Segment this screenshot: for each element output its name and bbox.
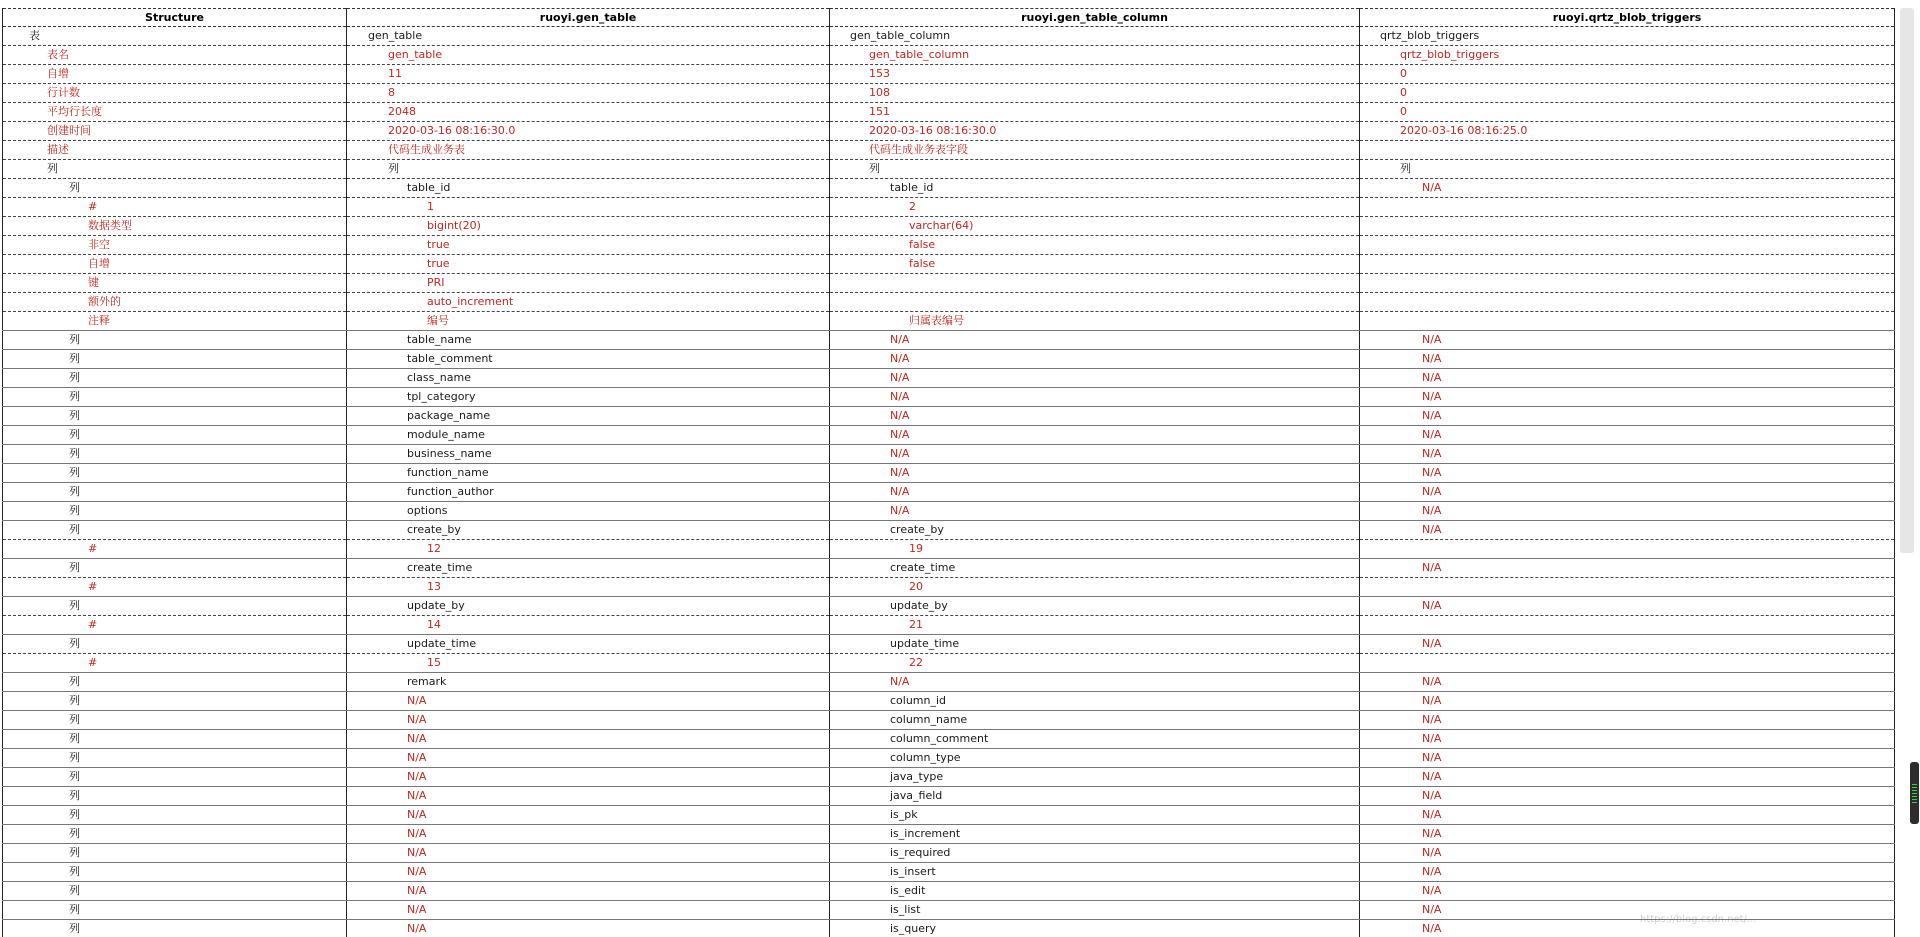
structure-label-cell: 列 <box>3 863 347 882</box>
structure-label-cell: 列 <box>3 388 347 407</box>
gen-table-cell: update_time <box>347 635 830 654</box>
structure-label-cell: 列 <box>3 825 347 844</box>
gen-table-column-cell: N/A <box>830 388 1360 407</box>
gen-table-cell: create_by <box>347 521 830 540</box>
table-row <box>3 502 1895 521</box>
gen-table-column-cell <box>830 274 1360 293</box>
gen-table-column-cell: N/A <box>830 464 1360 483</box>
gen-table-column-cell: 108 <box>830 84 1360 103</box>
gen-table-column-cell: 22 <box>830 654 1360 673</box>
gen-table-column-cell: 21 <box>830 616 1360 635</box>
gen-table-cell: bigint(20) <box>347 217 830 236</box>
gen-table-cell: package_name <box>347 407 830 426</box>
table-row <box>3 901 1895 920</box>
gen-table-column-cell: create_time <box>830 559 1360 578</box>
qrtz-blob-triggers-cell: N/A <box>1360 331 1895 350</box>
gen-table-cell: 编号 <box>347 312 830 331</box>
gen-table-column-cell: false <box>830 236 1360 255</box>
qrtz-blob-triggers-cell: N/A <box>1360 445 1895 464</box>
table-row <box>3 426 1895 445</box>
structure-label-cell: 自增 <box>3 65 347 84</box>
structure-label-cell: # <box>3 198 347 217</box>
vertical-scrollbar-track[interactable] <box>1900 8 1914 553</box>
qrtz-blob-triggers-cell: N/A <box>1360 806 1895 825</box>
structure-label-cell: 列 <box>3 768 347 787</box>
table-row <box>3 65 1895 84</box>
structure-label-cell: 列 <box>3 464 347 483</box>
gen-table-cell: N/A <box>347 730 830 749</box>
table-row <box>3 179 1895 198</box>
table-row <box>3 331 1895 350</box>
structure-label-cell: 列 <box>3 692 347 711</box>
table-row <box>3 559 1895 578</box>
table-row <box>3 920 1895 937</box>
gen-table-cell: N/A <box>347 882 830 901</box>
gen-table-cell: N/A <box>347 711 830 730</box>
table-row <box>3 350 1895 369</box>
header-structure: Structure <box>3 9 347 27</box>
table-row <box>3 122 1895 141</box>
gen-table-column-cell: 20 <box>830 578 1360 597</box>
table-row <box>3 730 1895 749</box>
qrtz-blob-triggers-cell <box>1360 141 1895 160</box>
gen-table-cell: gen_table <box>347 46 830 65</box>
structure-label-cell: 描述 <box>3 141 347 160</box>
gen-table-column-cell: gen_table_column <box>830 27 1360 46</box>
gen-table-column-cell: N/A <box>830 445 1360 464</box>
table-row <box>3 27 1895 46</box>
gen-table-cell: table_id <box>347 179 830 198</box>
gen-table-cell: tpl_category <box>347 388 830 407</box>
gen-table-column-cell: N/A <box>830 407 1360 426</box>
qrtz-blob-triggers-cell: N/A <box>1360 483 1895 502</box>
structure-label-cell: 列 <box>3 901 347 920</box>
gen-table-cell: N/A <box>347 806 830 825</box>
gen-table-cell: 11 <box>347 65 830 84</box>
qrtz-blob-triggers-cell: N/A <box>1360 559 1895 578</box>
gen-table-column-cell: 2 <box>830 198 1360 217</box>
gen-table-column-cell: N/A <box>830 350 1360 369</box>
gen-table-cell: business_name <box>347 445 830 464</box>
structure-label-cell: 列 <box>3 369 347 388</box>
gen-table-column-cell: gen_table_column <box>830 46 1360 65</box>
header-qrtz-blob-triggers: ruoyi.qrtz_blob_triggers <box>1360 9 1895 27</box>
structure-label-cell: 列 <box>3 882 347 901</box>
gen-table-column-cell: 2020-03-16 08:16:30.0 <box>830 122 1360 141</box>
gen-table-cell: 8 <box>347 84 830 103</box>
table-row <box>3 274 1895 293</box>
gen-table-cell: auto_increment <box>347 293 830 312</box>
structure-label-cell: 自增 <box>3 255 347 274</box>
qrtz-blob-triggers-cell <box>1360 578 1895 597</box>
gen-table-cell: N/A <box>347 901 830 920</box>
gen-table-column-cell: N/A <box>830 483 1360 502</box>
qrtz-blob-triggers-cell: N/A <box>1360 692 1895 711</box>
gen-table-cell: function_author <box>347 483 830 502</box>
gen-table-column-cell: column_type <box>830 749 1360 768</box>
table-row <box>3 825 1895 844</box>
table-row <box>3 369 1895 388</box>
gen-table-column-cell: 代码生成业务表字段 <box>830 141 1360 160</box>
gen-table-column-cell: false <box>830 255 1360 274</box>
gen-table-cell: 代码生成业务表 <box>347 141 830 160</box>
gen-table-column-cell: 归属表编号 <box>830 312 1360 331</box>
table-row <box>3 540 1895 559</box>
table-row <box>3 445 1895 464</box>
structure-label-cell: 列 <box>3 844 347 863</box>
gen-table-cell: N/A <box>347 768 830 787</box>
gen-table-cell: 2048 <box>347 103 830 122</box>
qrtz-blob-triggers-cell: N/A <box>1360 369 1895 388</box>
table-row <box>3 255 1895 274</box>
qrtz-blob-triggers-cell <box>1360 616 1895 635</box>
gen-table-cell: 2020-03-16 08:16:30.0 <box>347 122 830 141</box>
qrtz-blob-triggers-cell: N/A <box>1360 768 1895 787</box>
table-row <box>3 198 1895 217</box>
structure-label-cell: 列 <box>3 806 347 825</box>
table-row <box>3 844 1895 863</box>
gen-table-cell: N/A <box>347 787 830 806</box>
gen-table-column-cell: is_increment <box>830 825 1360 844</box>
structure-label-cell: 数据类型 <box>3 217 347 236</box>
table-row <box>3 483 1895 502</box>
gen-table-cell: remark <box>347 673 830 692</box>
table-row <box>3 521 1895 540</box>
qrtz-blob-triggers-cell: N/A <box>1360 749 1895 768</box>
qrtz-blob-triggers-cell <box>1360 217 1895 236</box>
gen-table-cell: 14 <box>347 616 830 635</box>
gen-table-column-cell: column_name <box>830 711 1360 730</box>
gen-table-column-cell: is_list <box>830 901 1360 920</box>
structure-label-cell: # <box>3 654 347 673</box>
gen-table-column-cell: is_pk <box>830 806 1360 825</box>
qrtz-blob-triggers-cell: N/A <box>1360 350 1895 369</box>
gen-table-column-cell: is_insert <box>830 863 1360 882</box>
qrtz-blob-triggers-cell: 0 <box>1360 84 1895 103</box>
table-row <box>3 711 1895 730</box>
qrtz-blob-triggers-cell: N/A <box>1360 597 1895 616</box>
gen-table-column-cell <box>830 293 1360 312</box>
table-row <box>3 217 1895 236</box>
gen-table-column-cell: 153 <box>830 65 1360 84</box>
qrtz-blob-triggers-cell <box>1360 198 1895 217</box>
structure-label-cell: 列 <box>3 749 347 768</box>
gen-table-cell: update_by <box>347 597 830 616</box>
table-row <box>3 236 1895 255</box>
qrtz-blob-triggers-cell: 0 <box>1360 65 1895 84</box>
table-row <box>3 84 1895 103</box>
gen-table-cell: table_comment <box>347 350 830 369</box>
qrtz-blob-triggers-cell <box>1360 654 1895 673</box>
structure-label-cell: 列 <box>3 559 347 578</box>
structure-label-cell: 列 <box>3 711 347 730</box>
gen-table-cell: function_name <box>347 464 830 483</box>
qrtz-blob-triggers-cell: N/A <box>1360 844 1895 863</box>
gen-table-cell: options <box>347 502 830 521</box>
watermark-text: https://blog.csdn.net/... <box>1640 914 1757 925</box>
structure-label-cell: 列 <box>3 730 347 749</box>
qrtz-blob-triggers-cell <box>1360 236 1895 255</box>
table-row <box>3 673 1895 692</box>
structure-label-cell: 表 <box>3 27 347 46</box>
gen-table-column-cell: is_edit <box>830 882 1360 901</box>
table-row <box>3 654 1895 673</box>
table-row <box>3 312 1895 331</box>
qrtz-blob-triggers-cell: N/A <box>1360 179 1895 198</box>
structure-label-cell: 列 <box>3 407 347 426</box>
gen-table-cell: module_name <box>347 426 830 445</box>
qrtz-blob-triggers-cell: N/A <box>1360 711 1895 730</box>
qrtz-blob-triggers-cell: 0 <box>1360 103 1895 122</box>
qrtz-blob-triggers-cell: N/A <box>1360 407 1895 426</box>
gen-table-cell: 15 <box>347 654 830 673</box>
table-row <box>3 597 1895 616</box>
structure-label-cell: 列 <box>3 160 347 179</box>
structure-label-cell: 额外的 <box>3 293 347 312</box>
gen-table-column-cell: N/A <box>830 426 1360 445</box>
table-row <box>3 616 1895 635</box>
table-row <box>3 768 1895 787</box>
gen-table-column-cell: is_required <box>830 844 1360 863</box>
qrtz-blob-triggers-cell <box>1360 274 1895 293</box>
structure-label-cell: # <box>3 578 347 597</box>
gen-table-cell: PRI <box>347 274 830 293</box>
table-row <box>3 578 1895 597</box>
gen-table-cell: create_time <box>347 559 830 578</box>
structure-label-cell: 列 <box>3 920 347 937</box>
gen-table-cell: true <box>347 236 830 255</box>
qrtz-blob-triggers-cell: N/A <box>1360 901 1895 920</box>
qrtz-blob-triggers-cell: N/A <box>1360 464 1895 483</box>
table-row <box>3 293 1895 312</box>
gen-table-cell: gen_table <box>347 27 830 46</box>
gen-table-cell: true <box>347 255 830 274</box>
structure-label-cell: 平均行长度 <box>3 103 347 122</box>
qrtz-blob-triggers-cell <box>1360 255 1895 274</box>
qrtz-blob-triggers-cell: N/A <box>1360 787 1895 806</box>
header-gen-table-column: ruoyi.gen_table_column <box>830 9 1360 27</box>
structure-label-cell: 表名 <box>3 46 347 65</box>
structure-label-cell: 注释 <box>3 312 347 331</box>
header-row <box>3 9 1895 27</box>
gen-table-column-cell: N/A <box>830 502 1360 521</box>
structure-label-cell: 列 <box>3 483 347 502</box>
table-row <box>3 882 1895 901</box>
qrtz-blob-triggers-cell <box>1360 293 1895 312</box>
structure-label-cell: 列 <box>3 635 347 654</box>
gen-table-column-cell: 151 <box>830 103 1360 122</box>
gen-table-column-cell: N/A <box>830 369 1360 388</box>
table-row <box>3 141 1895 160</box>
header-gen-table: ruoyi.gen_table <box>347 9 830 27</box>
qrtz-blob-triggers-cell: N/A <box>1360 825 1895 844</box>
gen-table-cell: table_name <box>347 331 830 350</box>
gen-table-column-cell: is_query <box>830 920 1360 937</box>
qrtz-blob-triggers-cell: N/A <box>1360 882 1895 901</box>
qrtz-blob-triggers-cell <box>1360 540 1895 559</box>
gen-table-cell: N/A <box>347 749 830 768</box>
gen-table-column-cell: N/A <box>830 673 1360 692</box>
qrtz-blob-triggers-cell: N/A <box>1360 730 1895 749</box>
structure-label-cell: 列 <box>3 787 347 806</box>
gen-table-column-cell: 列 <box>830 160 1360 179</box>
gen-table-cell: 13 <box>347 578 830 597</box>
structure-label-cell: # <box>3 616 347 635</box>
gen-table-column-cell: N/A <box>830 331 1360 350</box>
gen-table-cell: N/A <box>347 863 830 882</box>
table-row <box>3 407 1895 426</box>
structure-label-cell: 列 <box>3 179 347 198</box>
gen-table-cell: N/A <box>347 692 830 711</box>
qrtz-blob-triggers-cell: N/A <box>1360 920 1895 937</box>
structure-label-cell: 列 <box>3 502 347 521</box>
qrtz-blob-triggers-cell: N/A <box>1360 521 1895 540</box>
table-row <box>3 635 1895 654</box>
qrtz-blob-triggers-cell: N/A <box>1360 388 1895 407</box>
scrollbar-thumb[interactable] <box>1910 762 1919 824</box>
table-row <box>3 749 1895 768</box>
structure-compare-table <box>2 8 1895 937</box>
table-row <box>3 806 1895 825</box>
gen-table-column-cell: java_type <box>830 768 1360 787</box>
structure-label-cell: 列 <box>3 426 347 445</box>
structure-label-cell: 列 <box>3 673 347 692</box>
qrtz-blob-triggers-cell: N/A <box>1360 863 1895 882</box>
table-row <box>3 464 1895 483</box>
gen-table-column-cell: column_id <box>830 692 1360 711</box>
qrtz-blob-triggers-cell: N/A <box>1360 426 1895 445</box>
qrtz-blob-triggers-cell: N/A <box>1360 635 1895 654</box>
gen-table-column-cell: table_id <box>830 179 1360 198</box>
qrtz-blob-triggers-cell: 2020-03-16 08:16:25.0 <box>1360 122 1895 141</box>
table-row <box>3 787 1895 806</box>
qrtz-blob-triggers-cell: N/A <box>1360 502 1895 521</box>
structure-label-cell: 非空 <box>3 236 347 255</box>
gen-table-cell: class_name <box>347 369 830 388</box>
gen-table-cell: 列 <box>347 160 830 179</box>
structure-label-cell: 列 <box>3 521 347 540</box>
gen-table-column-cell: update_by <box>830 597 1360 616</box>
table-row <box>3 388 1895 407</box>
table-row <box>3 160 1895 179</box>
gen-table-cell: 12 <box>347 540 830 559</box>
gen-table-cell: N/A <box>347 825 830 844</box>
structure-label-cell: 列 <box>3 331 347 350</box>
table-row <box>3 863 1895 882</box>
table-row <box>3 692 1895 711</box>
structure-label-cell: 列 <box>3 597 347 616</box>
qrtz-blob-triggers-cell <box>1360 312 1895 331</box>
structure-label-cell: # <box>3 540 347 559</box>
gen-table-column-cell: create_by <box>830 521 1360 540</box>
gen-table-column-cell: column_comment <box>830 730 1360 749</box>
structure-label-cell: 列 <box>3 445 347 464</box>
structure-label-cell: 行计数 <box>3 84 347 103</box>
qrtz-blob-triggers-cell: qrtz_blob_triggers <box>1360 27 1895 46</box>
qrtz-blob-triggers-cell: 列 <box>1360 160 1895 179</box>
gen-table-cell: 1 <box>347 198 830 217</box>
gen-table-column-cell: java_field <box>830 787 1360 806</box>
structure-label-cell: 列 <box>3 350 347 369</box>
table-row <box>3 46 1895 65</box>
gen-table-column-cell: update_time <box>830 635 1360 654</box>
gen-table-cell: N/A <box>347 920 830 937</box>
gen-table-column-cell: 19 <box>830 540 1360 559</box>
gen-table-cell: N/A <box>347 844 830 863</box>
table-row <box>3 103 1895 122</box>
structure-label-cell: 键 <box>3 274 347 293</box>
qrtz-blob-triggers-cell: qrtz_blob_triggers <box>1360 46 1895 65</box>
gen-table-column-cell: varchar(64) <box>830 217 1360 236</box>
qrtz-blob-triggers-cell: N/A <box>1360 673 1895 692</box>
structure-label-cell: 创建时间 <box>3 122 347 141</box>
